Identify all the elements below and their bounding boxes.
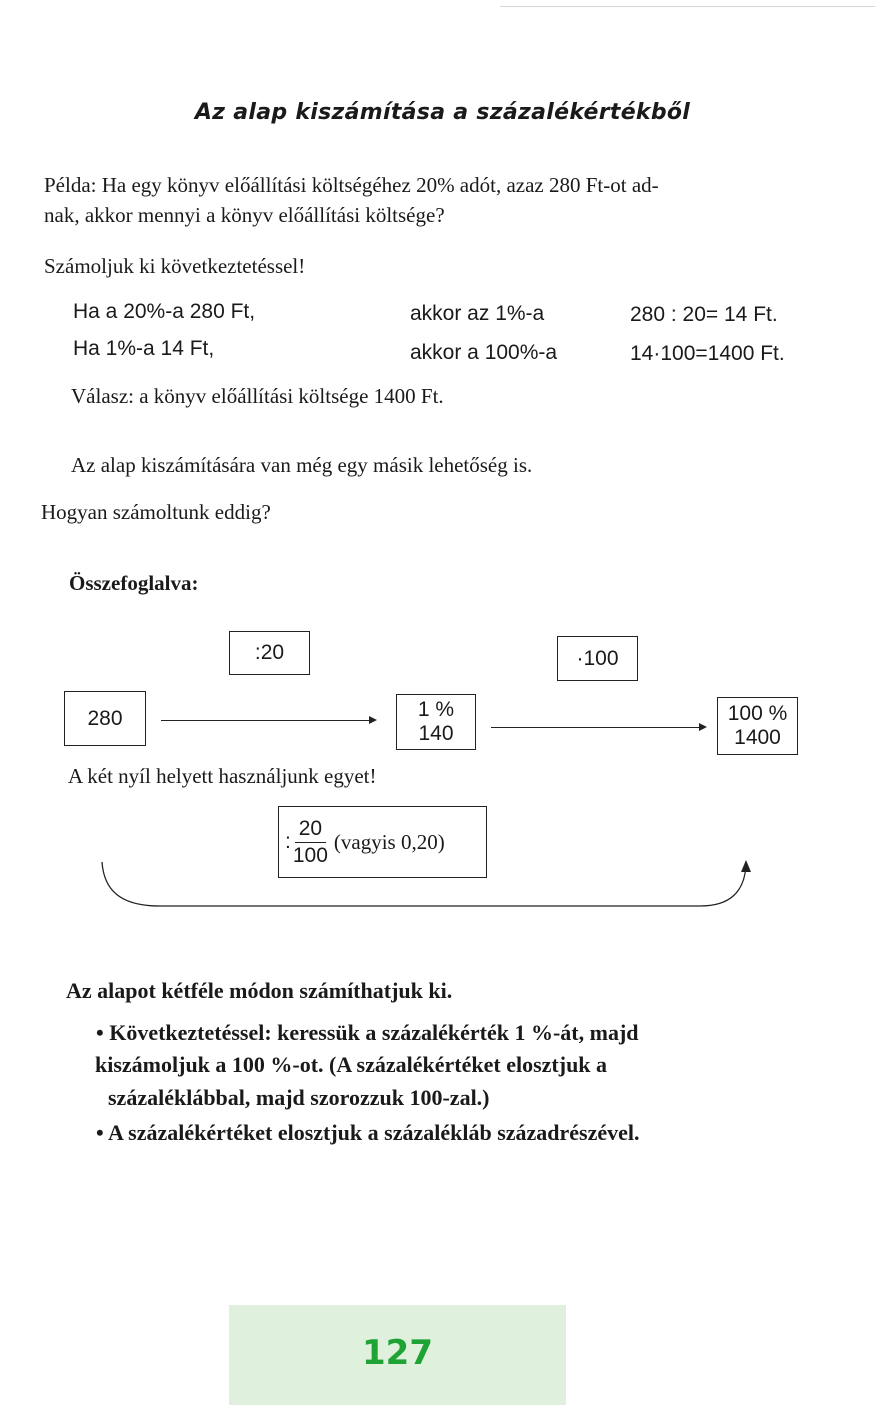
inference-heading: Számoljuk ki következtetéssel!: [44, 254, 306, 278]
multiply-operator-label: ·100: [576, 646, 619, 670]
combined-arrow: [90, 850, 770, 920]
question-text: Hogyan számoltunk eddig?: [41, 500, 271, 524]
arrow-right-1: [161, 720, 375, 721]
bullet-1-line-3: százaléklábbal, majd szorozzuk 100-zal.): [108, 1085, 490, 1110]
one-percent-box: [396, 694, 476, 750]
conclusion-heading: Az alapot kétféle módon számíthatjuk ki.: [66, 978, 453, 1003]
calc-row-2-c: 14·100=1400 Ft.: [630, 342, 785, 365]
page-title: Az alap kiszámítása a százalékértékből: [194, 100, 691, 125]
single-arrow-note: A két nyíl helyett használjunk egyet!: [68, 764, 377, 788]
calc-row-2-a: Ha 1%-a 14 Ft,: [73, 337, 215, 360]
bullet-dot: •: [96, 1020, 104, 1045]
hundred-percent-box: [717, 697, 798, 755]
start-value: 280: [87, 706, 123, 730]
calc-row-2-b: akkor a 100%-a: [410, 341, 558, 364]
summary-heading: Összefoglalva:: [69, 571, 199, 595]
fraction-numerator: 20: [295, 818, 326, 843]
divide-operator-label: :20: [254, 641, 285, 664]
other-way-text: Az alap kiszámítására van még egy másik lehetőség is.: [71, 453, 533, 477]
one-percent-value: 140: [418, 722, 454, 745]
page-number: 127: [362, 1333, 433, 1373]
calc-row-1-b: akkor az 1%-a: [410, 302, 545, 325]
combined-divide-sign: :: [285, 830, 291, 853]
start-value-box: [64, 691, 146, 746]
bullet-1-text: Következtetéssel: keressük a százalékérték 1 %-át, majd: [109, 1020, 639, 1045]
bullet-1-line-2: kiszámoljuk a 100 %-ot. (A százalékértéket elosztjuk a: [95, 1052, 608, 1077]
hundred-percent-label: 100 %: [727, 702, 788, 725]
one-percent-label: 1 %: [417, 698, 455, 721]
example-line-1: Példa: Ha egy könyv előállítási költségéhez 20% adót, azaz 280 Ft-ot ad-: [44, 173, 659, 197]
calc-row-1-c: 280 : 20= 14 Ft.: [630, 303, 778, 326]
bullet-2: [96, 1120, 640, 1146]
top-edge-line: [500, 6, 875, 7]
bullet-2-text: A százalékértéket elosztjuk a százalékláb századrészével.: [108, 1120, 640, 1145]
bullet-1-line-1: [96, 1020, 639, 1046]
calc-row-1-a: Ha a 20%-a 280 Ft,: [73, 300, 256, 323]
combined-note: (vagyis 0,20): [333, 829, 445, 854]
answer-text: Válasz: a könyv előállítási költsége 1400 Ft.: [71, 384, 444, 408]
hundred-percent-value: 1400: [734, 726, 781, 749]
arrow-right-2: [491, 727, 705, 728]
bullet-dot: •: [96, 1120, 104, 1145]
divide-operator-box: [229, 631, 310, 675]
fraction-denominator: 100: [292, 843, 328, 867]
multiply-operator-box: [557, 636, 638, 681]
example-line-2: nak, akkor mennyi a könyv előállítási költsége?: [44, 203, 445, 227]
